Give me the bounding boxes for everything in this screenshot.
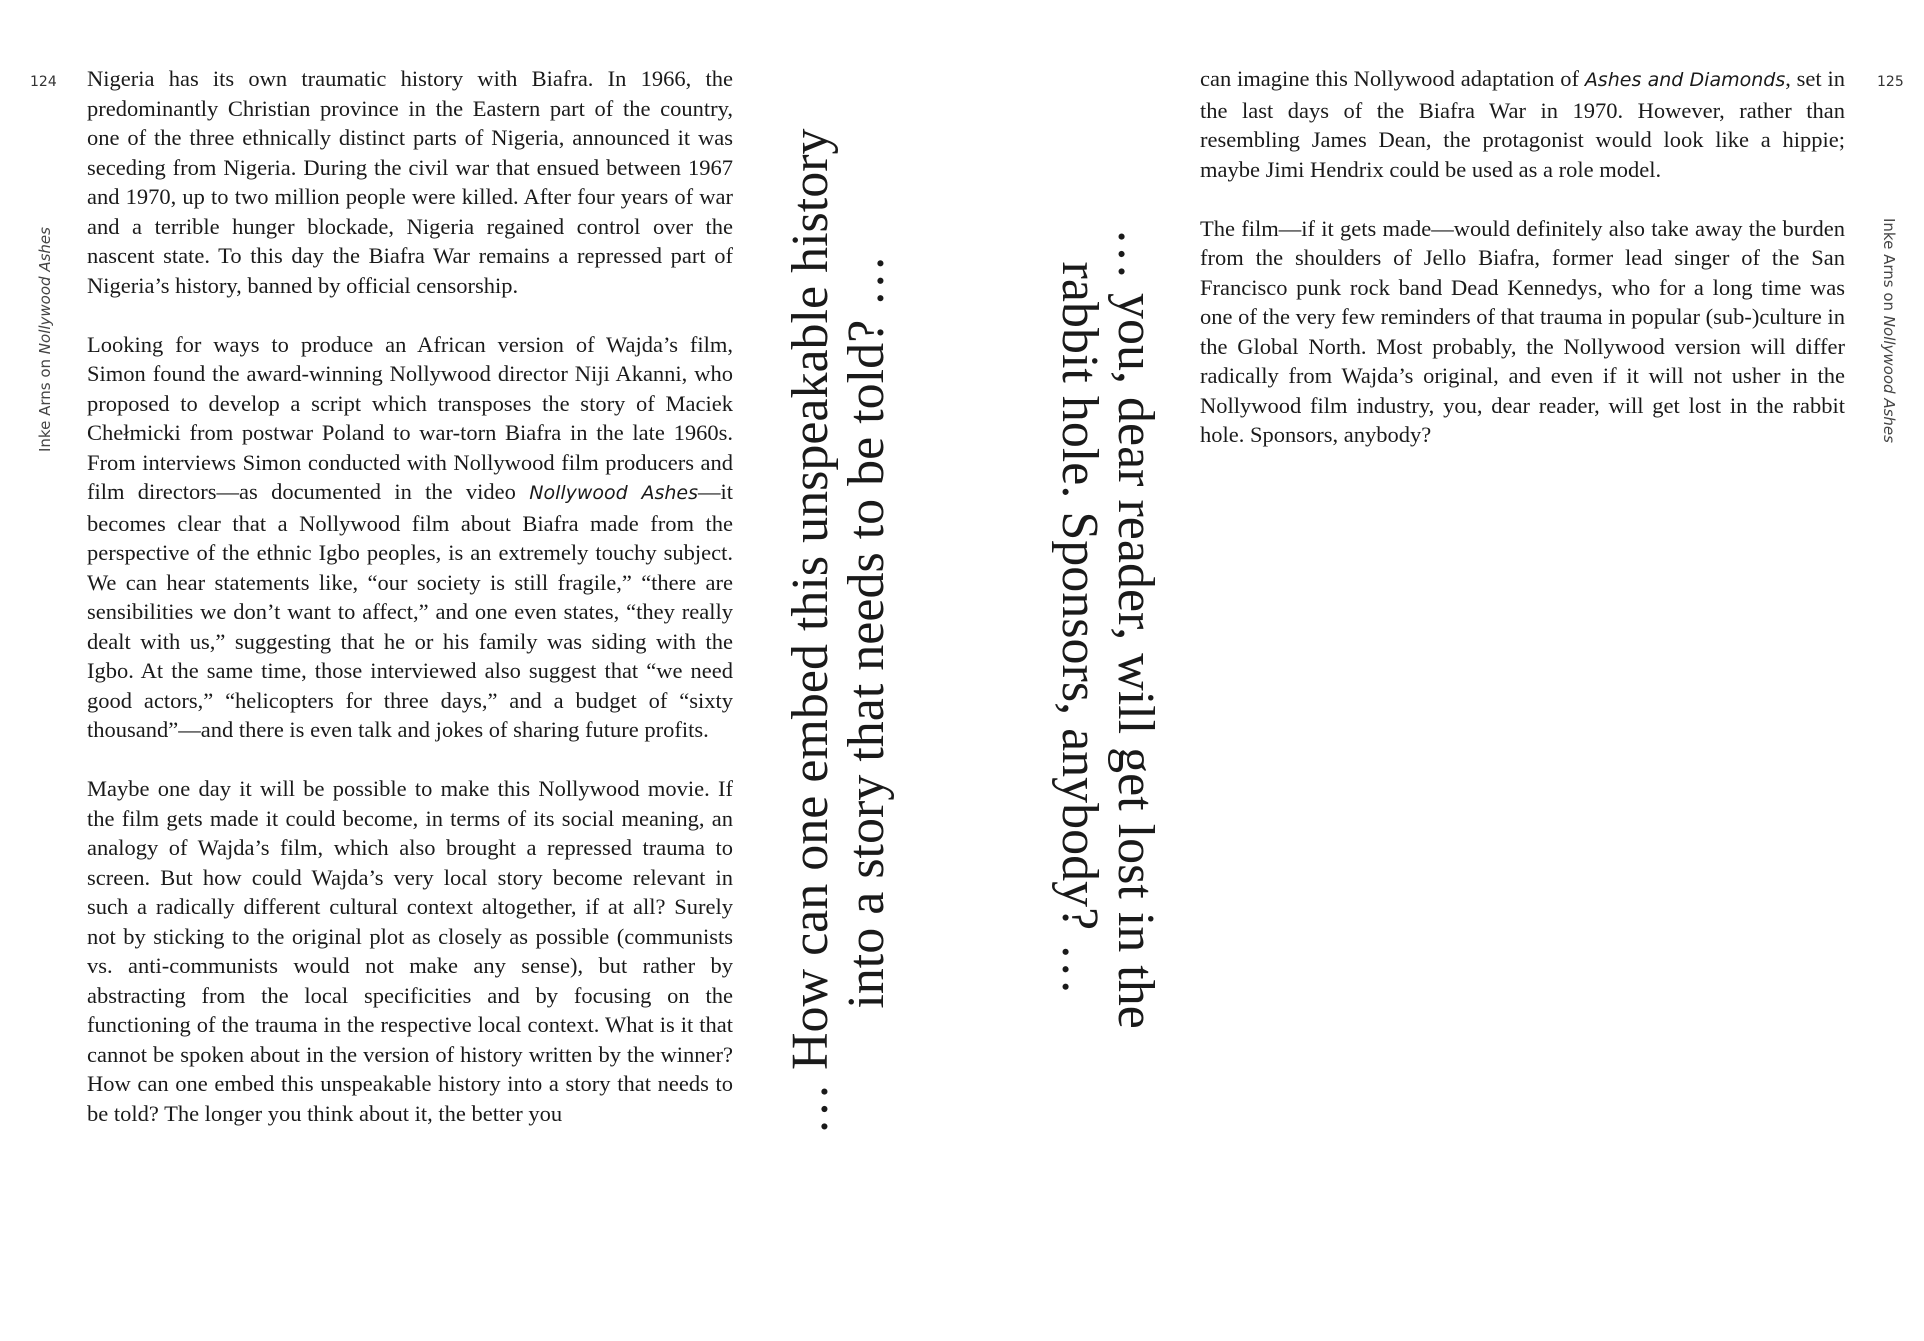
paragraph: Maybe one day it will be possible to make this Nollywood movie. If the film gets made it could become, in terms of its social meaning, an analogy of Wajda’s film, which also brought a repressed trauma to screen. But how could Wajda’s very local story become relevant in such a radically different cultural context altogether, if at all? Surely not by sticking to the original plot as closely as possible (communists vs. anti-communists would not make any sense), but rather by abstracting from the local specificities and by focusing on the functioning of the trauma in the respective local context. What is it that cannot be spoken about in the version of history written by the winner? How can one embed this unspeakable history into a story that needs to be told? The longer you think about it, the better you	[87, 776, 733, 1126]
paragraph: The film—if it gets made—would definitely also take away the burden from the shoulders of Jello Biafra, former lead singer of the San Francisco punk rock band Dead Kennedys, who for a long time was one of the very few reminders of that trauma in popular (sub-)culture in the Global North. Most probably, the Nollywood version will differ radically from Wajda’s original, and even if it will not usher in the Nollywood film industry, you, dear reader, will get lost in the rabbit hole. Sponsors, anybody?	[1200, 215, 1845, 447]
page-number-right: 125	[1877, 74, 1904, 90]
runner-title: Nollywood Ashes	[1880, 315, 1898, 443]
paragraph	[1200, 64, 1845, 184]
pull-quote-left	[783, 128, 895, 1135]
runner-author: Inke Arns on	[36, 354, 54, 452]
running-header-right	[1880, 218, 1898, 443]
video-title: Nollywood Ashes	[529, 482, 698, 504]
paragraph: Nigeria has its own traumatic history with Biafra. In 1966, the predominantly Christian province in the Eastern part of the country, one of the three ethnically distinct parts of Nigeria, announced it was seceding from Nigeria. During the civil war that ensued between 1967 and 1970, up to two million people were killed. After four years of war and a terrible hunger blockade, Nigeria regained control over the nascent state. To this day the Biafra War remains a repressed part of Nigeria’s history, banned by official censorship.	[87, 66, 733, 298]
pull-quote-line: into a story that needs to be told? …	[838, 254, 895, 1009]
paragraph	[87, 330, 733, 745]
pull-quote-line: … How can one embed this unspeakable history	[782, 128, 839, 1135]
pull-quote-line: rabbit hole. Sponsors, anybody? …	[1051, 261, 1108, 996]
paragraph-text: —it becomes clear that a Nollywood film about Biafra made from the perspective of the ethnic Igbo peoples, is an extremely touchy subject. We can hear statements like, “our society is still fragile,” “there are sensibilities we don’t want to affect,” and one even states, “they really dealt with us,” suggesting that he or his family was siding with the Igbo. At the same time, those interviewed also suggest that “we need good actors,” “helicopters for three days,” and a budget of “sixty thousand”—and there is even talk and jokes of sharing future profits.	[87, 479, 733, 742]
paragraph-text: , set in the last days of the Biafra War in 1970. However, rather than resembling James Dean, the protagonist would look like a hippie; maybe Jimi Hendrix could be used as a role model.	[1200, 66, 1845, 182]
runner-title: Nollywood Ashes	[36, 227, 54, 355]
pull-quote-line: … you, dear reader, will get lost in the	[1107, 228, 1164, 1029]
running-header-left	[36, 227, 54, 452]
left-body-text	[87, 64, 733, 1158]
film-title: Ashes and Diamonds	[1584, 69, 1786, 91]
paragraph-text: can imagine this Nollywood adaptation of	[1200, 66, 1585, 91]
pull-quote-right	[1051, 228, 1163, 1029]
right-body-text	[1200, 64, 1845, 479]
runner-author: Inke Arns on	[1880, 218, 1898, 316]
page-number-left: 124	[30, 74, 57, 90]
paragraph-text: Looking for ways to produce an African version of Wajda’s film, Simon found the award-winning Nollywood director Niji Akanni, who proposed to develop a script which transposes the story of Maciek Chełmicki from postwar Poland to war-torn Biafra in the late 1960s. From interviews Simon conducted with Nollywood film producers and film directors—as documented in the video	[87, 331, 733, 504]
